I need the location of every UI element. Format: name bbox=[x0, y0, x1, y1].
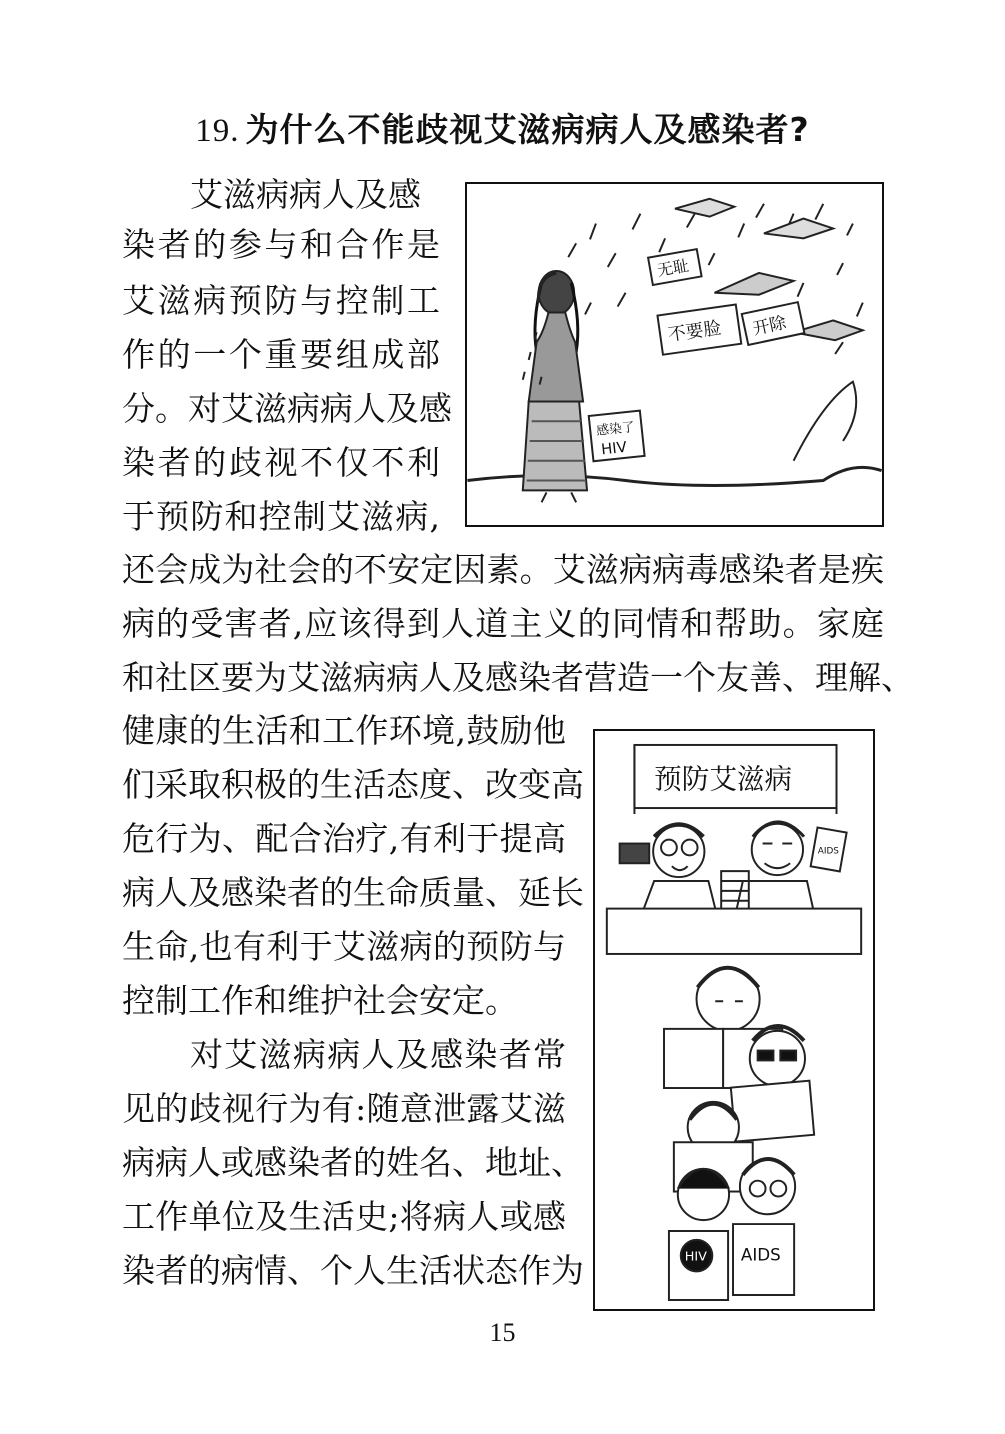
text-line: 作的一个重要组成部 bbox=[122, 335, 440, 374]
text-line: 控制工作和维护社会安定。 bbox=[122, 981, 518, 1020]
text-line: 对艾滋病病人及感染者常 bbox=[190, 1035, 566, 1074]
text-line: 染者的歧视不仅不利 bbox=[122, 443, 440, 482]
question-number: 19. bbox=[195, 113, 240, 149]
text-line: 们采取积极的生活态度、改变高 bbox=[122, 765, 584, 804]
book-aids: AIDS bbox=[740, 1244, 781, 1265]
text-line: 病人及感染者的生命质量、延长 bbox=[122, 873, 584, 912]
text-line: 病病人或感染者的姓名、地址、 bbox=[122, 1143, 584, 1182]
text-line: 见的歧视行为有:随意泄露艾滋 bbox=[122, 1089, 566, 1128]
text-line: 危行为、配合治疗,有利于提高 bbox=[122, 819, 566, 858]
page-number: 15 bbox=[489, 1318, 516, 1347]
page-title bbox=[0, 104, 1005, 151]
text-line: 分。对艾滋病病人及感 bbox=[122, 389, 452, 428]
text-line: 病的受害者,应该得到人道主义的同情和帮助。家庭 bbox=[122, 604, 884, 643]
sign-expel: 开除 bbox=[750, 311, 788, 339]
text-line: 于预防和控制艾滋病, bbox=[122, 497, 440, 536]
discrimination-illustration bbox=[467, 184, 882, 525]
text-line: 和社区要为艾滋病病人及感染者营造一个友善、理解、 bbox=[122, 658, 914, 697]
prevention-cartoon bbox=[593, 729, 875, 1311]
text-line: 工作单位及生活史;将病人或感 bbox=[122, 1197, 566, 1236]
discrimination-cartoon bbox=[465, 182, 884, 527]
placard-hiv: HIV bbox=[600, 438, 628, 459]
text-line: 染者的参与和合作是 bbox=[122, 225, 440, 264]
text-line: 艾滋病病人及感 bbox=[190, 175, 421, 214]
text-line: 生命,也有利于艾滋病的预防与 bbox=[122, 927, 566, 966]
text-line: 还会成为社会的不安定因素。艾滋病病毒感染者是疾 bbox=[122, 550, 884, 589]
placard-infected: 感染了 bbox=[595, 420, 636, 440]
question-text: 为什么不能歧视艾滋病病人及感染者? bbox=[245, 110, 810, 149]
banner-prevent-aids: 预防艾滋病 bbox=[654, 762, 793, 796]
prevention-illustration bbox=[595, 731, 873, 1309]
text-line: 健康的生活和工作环境,鼓励他 bbox=[122, 711, 566, 750]
sign-no-shame: 不要脸 bbox=[666, 317, 723, 346]
text-line: 染者的病情、个人生活状态作为 bbox=[122, 1251, 584, 1290]
sign-shameless: 无耻 bbox=[655, 255, 691, 280]
book-hiv: HIV bbox=[684, 1249, 707, 1265]
text-line: 艾滋病预防与控制工 bbox=[122, 281, 440, 320]
small-book-aids: AIDS bbox=[817, 846, 839, 857]
